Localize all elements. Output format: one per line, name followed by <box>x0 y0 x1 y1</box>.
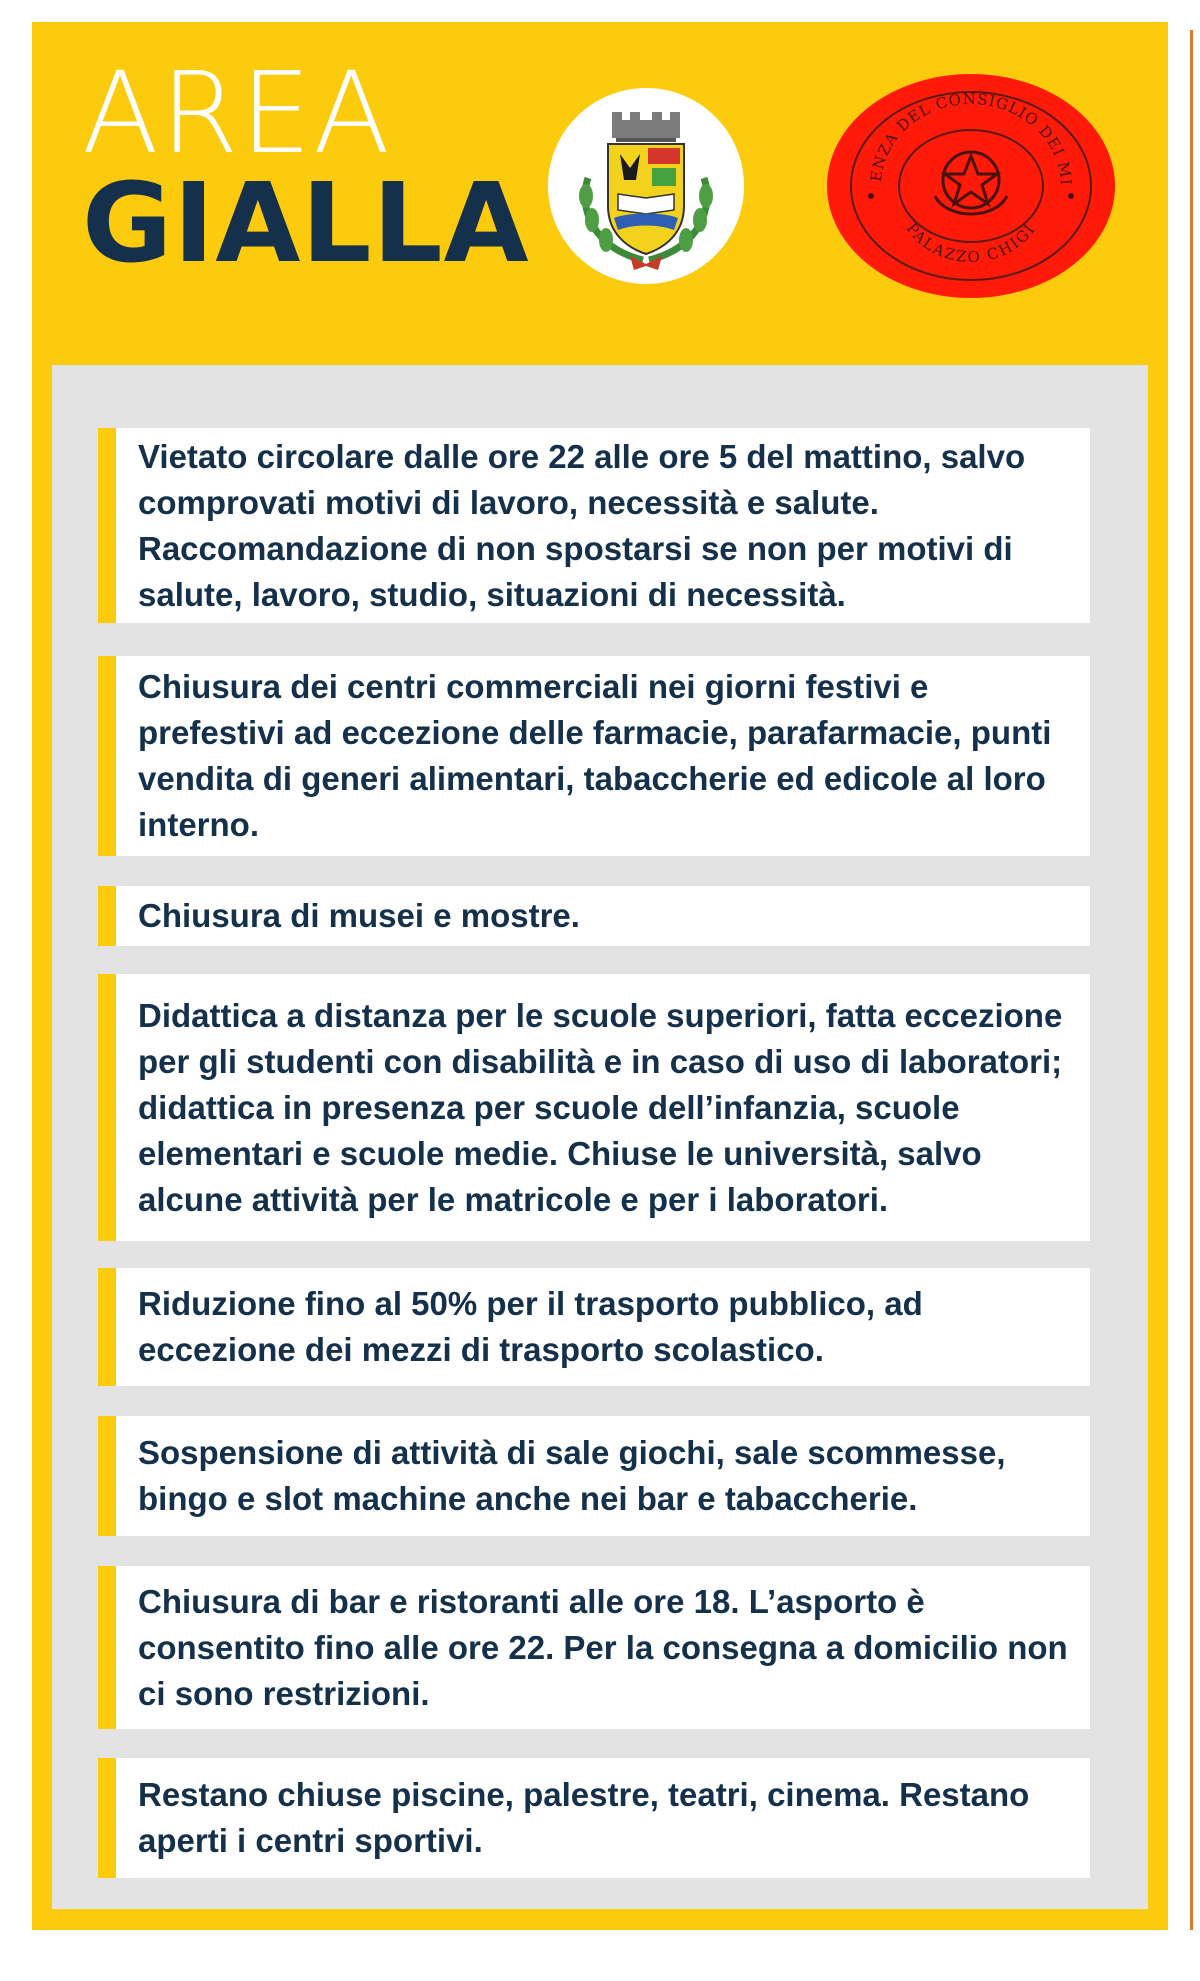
measure-item-gaming <box>98 1416 1090 1536</box>
measure-item-curfew <box>98 428 1090 623</box>
title-line-gialla: GIALLA <box>82 159 530 287</box>
presidenza-consiglio-seal-logo <box>823 70 1119 302</box>
title-line-area: AREA <box>82 49 392 179</box>
coat-of-arms-icon <box>548 88 744 284</box>
measure-item-shopping-centers <box>98 656 1090 856</box>
comune-coat-of-arms-logo <box>548 88 744 284</box>
measure-text: Chiusura dei centri commerciali nei giorni festivi e prefestivi ad eccezione delle farmacie, parafarmacie, punti vendita di generi alimentari, tabaccherie ed edicole al loro interno. <box>138 668 1052 843</box>
measure-item-schools <box>98 974 1090 1241</box>
measure-item-bars-restaurants <box>98 1566 1090 1729</box>
measure-item-public-transport <box>98 1268 1090 1386</box>
measure-text: Chiusura di musei e mostre. <box>138 897 580 934</box>
right-edge-stripe <box>1190 30 1193 1930</box>
seal-top-text: ENZA DEL CONSIGLIO DEI MI <box>866 89 1076 187</box>
measure-text: Chiusura di bar e ristoranti alle ore 18. L’asporto è consentito fino alle ore 22. Per la consegna a domicilio non ci sono restrizioni. <box>138 1582 1068 1712</box>
measure-text: Sospensione di attività di sale giochi, sale scommesse, bingo e slot machine anche nei bar e tabaccherie. <box>138 1434 1006 1517</box>
government-seal-icon <box>823 70 1119 302</box>
measure-text: Didattica a distanza per le scuole superiori, fatta eccezione per gli studenti con disabilità e in caso di uso di laboratori; didattica in presenza per scuole dell’infanzia, scuole elementari e scuole medie. Chiuse le università, salvo alcune attività per le matricole e per i laboratori. <box>138 996 1063 1218</box>
measure-text: Vietato circolare dalle ore 22 alle ore 5 del mattino, salvo comprovati motivi di lavoro, necessità e salute. Raccomandazione di non spostarsi se non per motivi di salute, lavoro, studio, situazioni di necessità. <box>138 437 1026 613</box>
measure-item-museums <box>98 886 1090 946</box>
measure-text: Riduzione fino al 50% per il trasporto pubblico, ad eccezione dei mezzi di trasporto scolastico. <box>138 1285 923 1368</box>
seal-bottom-text: PALAZZO CHIGI <box>902 219 1040 267</box>
measure-item-sports <box>98 1758 1090 1878</box>
measure-text: Restano chiuse piscine, palestre, teatri, cinema. Restano aperti i centri sportivi. <box>138 1776 1030 1859</box>
page-title <box>82 49 530 287</box>
